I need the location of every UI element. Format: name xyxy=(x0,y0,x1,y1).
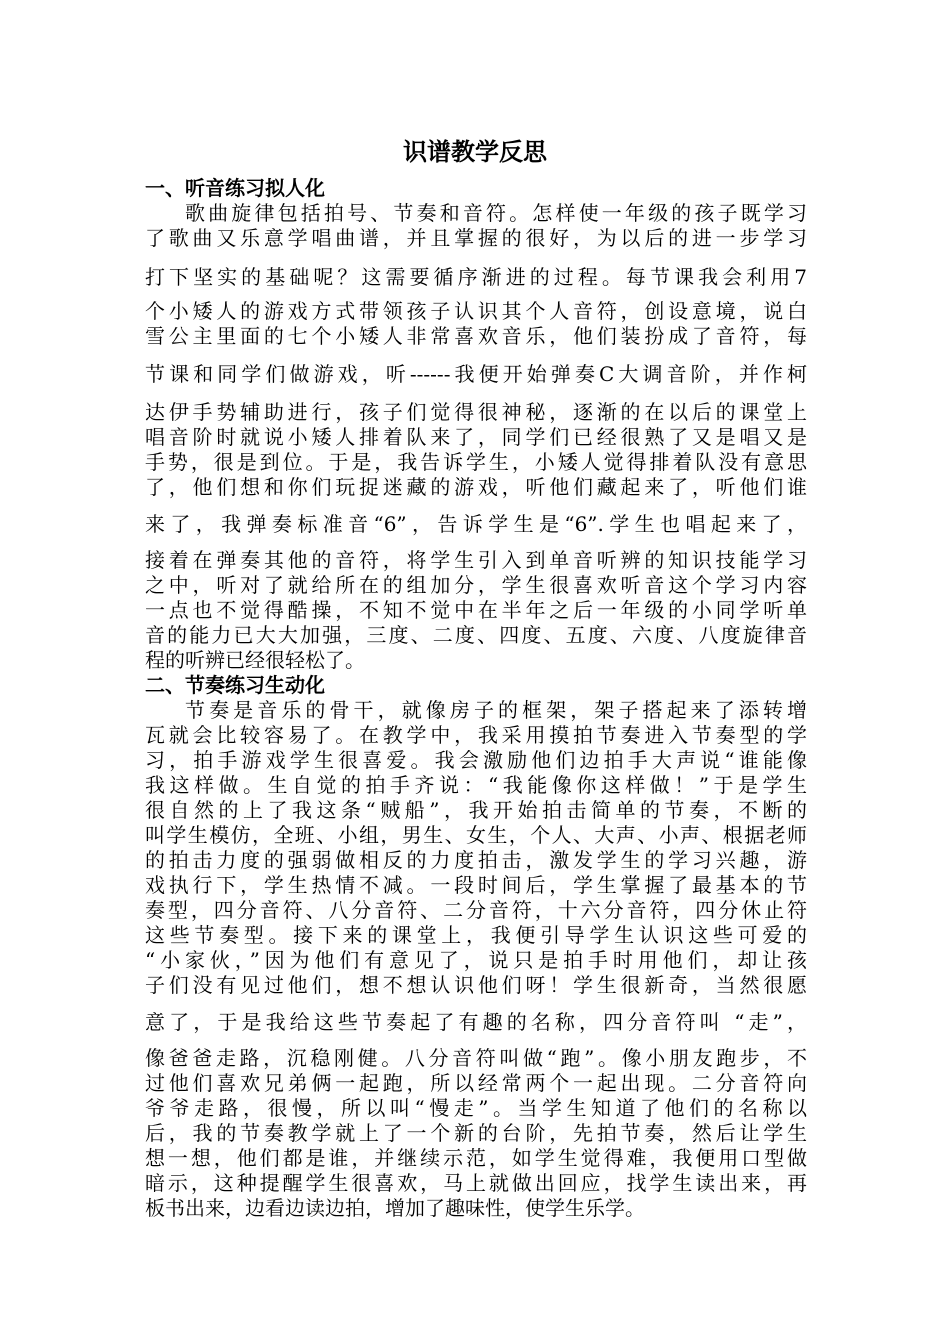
section-heading-rhythm: 二、节奏练习生动化 xyxy=(145,673,325,697)
paragraph-line: 了，他们想和你们玩捉迷藏的游戏，听他们藏起来了，听他们谁 xyxy=(145,475,807,499)
paragraph-line: 来了，我弹奏标准音“6”，告诉学生是“6”.学生也唱起来了， xyxy=(145,512,807,536)
paragraph-line: 板书出来，边看边读边拍，增加了趣味性，使学生乐学。 xyxy=(145,1196,645,1220)
paragraph-line: 歌曲旋律包括拍号、节奏和音符。怎样使一年级的孩子既学习 xyxy=(185,201,807,225)
paragraph-line: 戏执行下，学生热情不减。一段时间后，学生掌握了最基本的节 xyxy=(145,873,807,897)
paragraph-line: 一点也不觉得酷操，不知不觉中在半年之后一年级的小同学听单 xyxy=(145,598,807,622)
paragraph-line: 的拍击力度的强弱做相反的力度拍击，激发学生的学习兴趣，游 xyxy=(145,848,807,872)
paragraph-line: 后，我的节奏教学就上了一个新的台阶，先拍节奏，然后让学生 xyxy=(145,1121,807,1145)
paragraph-line: 唱音阶时就说小矮人排着队来了，同学们已经很熟了又是唱又是 xyxy=(145,425,807,449)
document-title: 识谱教学反思 xyxy=(403,137,547,166)
paragraph-line: 我这样做。生自觉的拍手齐说：“我能像你这样做！”于是学生 xyxy=(145,773,807,797)
paragraph-line: 很自然的上了我这条“贼船”，我开始拍击简单的节奏，不断的 xyxy=(145,798,807,822)
paragraph-line: 节课和同学们做游戏，听------我便开始弹奏C大调音阶，并作柯 xyxy=(145,362,807,386)
paragraph-line: 爷爷走路，很慢，所以叫“慢走”。当学生知道了他们的名称以 xyxy=(145,1096,807,1120)
paragraph-line: 奏型，四分音符、八分音符、二分音符，十六分音符，四分休止符 xyxy=(145,898,807,922)
section-heading-listening: 一、听音练习拟人化 xyxy=(145,176,325,200)
paragraph-line: 过他们喜欢兄弟俩一起跑，所以经常两个一起出现。二分音符向 xyxy=(145,1071,807,1095)
paragraph-line: 接着在弹奏其他的音符，将学生引入到单音听辨的知识技能学习 xyxy=(145,548,807,572)
paragraph-line: 意了，于是我给这些节奏起了有趣的名称，四分音符叫 “走”， xyxy=(145,1010,807,1034)
paragraph-line: 手势，很是到位。于是，我告诉学生，小矮人觉得排着队没有意思 xyxy=(145,450,807,474)
paragraph-line: 想一想，他们都是谁，并继续示范，如学生觉得难，我便用口型做 xyxy=(145,1146,807,1170)
paragraph-line: 子们没有见过他们，想不想认识他们呀！学生很新奇，当然很愿 xyxy=(145,973,807,997)
paragraph-line: 打下坚实的基础呢？这需要循序渐进的过程。每节课我会利用7 xyxy=(145,265,807,289)
paragraph-line: 雪公主里面的七个小矮人非常喜欢音乐，他们装扮成了音符，每 xyxy=(145,324,807,348)
paragraph-line: 瓦就会比较容易了。在教学中，我采用摸拍节奏进入节奏型的学 xyxy=(145,723,807,747)
paragraph-line: 了歌曲又乐意学唱曲谱，并且掌握的很好，为以后的进一步学习 xyxy=(145,226,807,250)
paragraph-line: 程的听辨已经很轻松了。 xyxy=(145,648,365,672)
paragraph-line: 习，拍手游戏学生很喜爱。我会激励他们边拍手大声说“谁能像 xyxy=(145,748,807,772)
paragraph-line: 暗示，这种提醒学生很喜欢，马上就做出回应，找学生读出来，再 xyxy=(145,1171,807,1195)
paragraph-line: 个小矮人的游戏方式带领孩子认识其个人音符，创设意境，说白 xyxy=(145,299,807,323)
paragraph-line: 像爸爸走路，沉稳刚健。八分音符叫做“跑”。像小朋友跑步，不 xyxy=(145,1046,807,1070)
paragraph-line: 音的能力已大大加强，三度、二度、四度、五度、六度、八度旋律音 xyxy=(145,623,807,647)
paragraph-line: 叫学生模仿，全班、小组，男生、女生，个人、大声、小声、根据老师 xyxy=(145,823,807,847)
paragraph-line: 这些节奏型。接下来的课堂上，我便引导学生认识这些可爱的 xyxy=(145,923,807,947)
paragraph-line: “小家伙，”因为他们有意见了，说只是拍手时用他们，却让孩 xyxy=(145,948,807,972)
paragraph-line: 达伊手势辅助进行，孩子们觉得很神秘，逐渐的在以后的课堂上 xyxy=(145,400,807,424)
paragraph-line: 之中，听对了就给所在的组加分，学生很喜欢听音这个学习内容 xyxy=(145,573,807,597)
paragraph-line: 节奏是音乐的骨干，就像房子的框架，架子搭起来了添转增 xyxy=(185,698,807,722)
